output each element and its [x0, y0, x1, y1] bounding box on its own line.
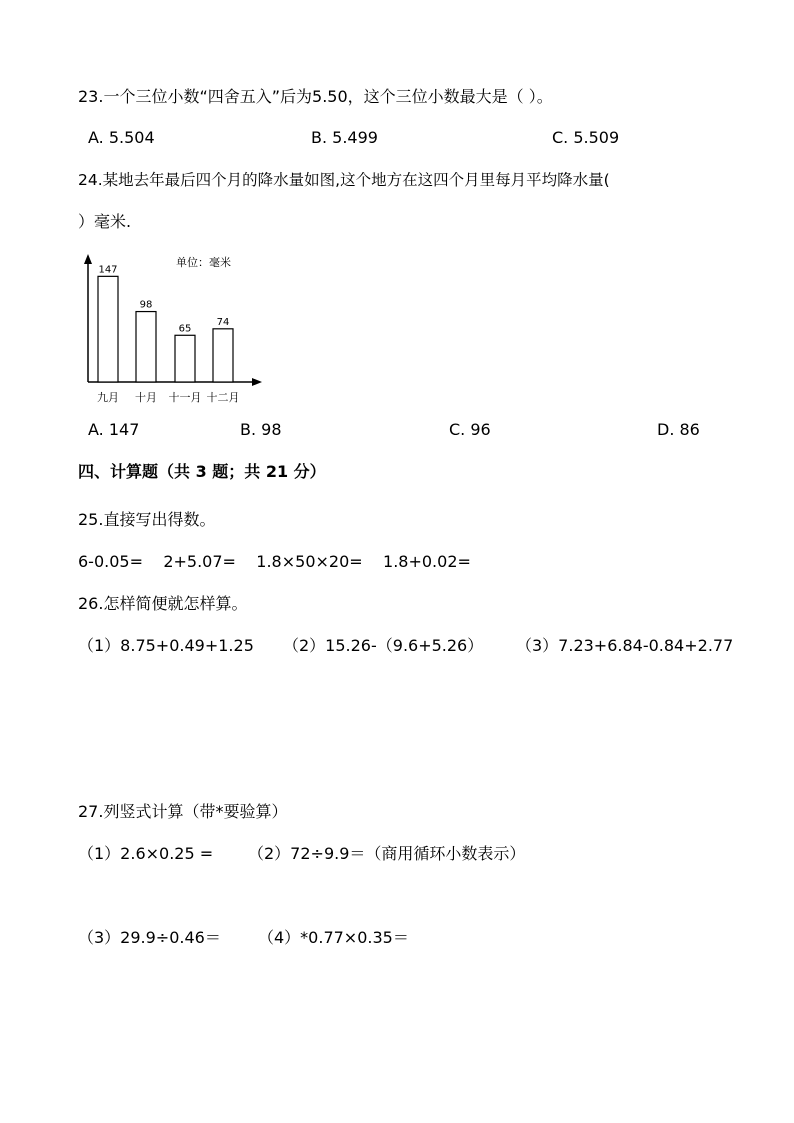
- y-axis-arrow: [84, 254, 92, 264]
- q27-item-3: （3）29.9÷0.46＝: [78, 928, 221, 947]
- unit-label: 单位：毫米: [176, 256, 231, 269]
- q27-item-2: （2）72÷9.9＝（商用循环小数表示）: [248, 844, 526, 863]
- q24-stem-line1: 24.某地去年最后四个月的降水量如图,这个地方在这四个月里每月平均降水量(: [78, 171, 610, 189]
- bar-value-label-1: 147: [98, 264, 118, 276]
- q27-item-1: （1）2.6×0.25 =: [78, 844, 214, 863]
- q23-stem: 23.一个三位小数“四舍五入”后为5.50，这个三位小数最大是（ ）。: [78, 87, 553, 106]
- q24-option-a: A. 147: [88, 420, 140, 439]
- category-label-3: 十一月: [168, 391, 202, 404]
- category-label-1: 九月: [97, 391, 119, 404]
- q26-stem: 26.怎样简便就怎样算。: [78, 594, 248, 613]
- q27-item-4: （4）*0.77×0.35＝: [258, 928, 409, 947]
- q25-stem: 25.直接写出得数。: [78, 510, 216, 529]
- bar-2: [136, 312, 156, 382]
- q23-option-c: C. 5.509: [552, 128, 620, 147]
- q25-expressions: 6-0.05= 2+5.07= 1.8×50×20= 1.8+0.02=: [78, 552, 471, 571]
- category-label-4: 十二月: [206, 391, 240, 404]
- q24-option-b: B. 98: [240, 420, 282, 439]
- q23-option-b: B. 5.499: [311, 128, 378, 147]
- q27-stem: 27.列竖式计算（带*要验算）: [78, 802, 288, 821]
- bar-value-label-3: 65: [178, 323, 192, 335]
- x-axis-arrow: [252, 378, 262, 386]
- q23-option-a: A. 5.504: [88, 128, 155, 147]
- q24-stem-line2: ）毫米.: [78, 212, 132, 231]
- bar-4: [213, 329, 233, 382]
- bar-1: [98, 276, 118, 382]
- bar-value-label-4: 74: [216, 316, 230, 328]
- q26-item-2: （2）15.26-（9.6+5.26）: [283, 636, 484, 655]
- q24-option-d: D. 86: [657, 420, 700, 439]
- q26-item-3: （3）7.23+6.84-0.84+2.77: [516, 636, 734, 655]
- q24-option-c: C. 96: [449, 420, 491, 439]
- q26-item-1: （1）8.75+0.49+1.25: [78, 636, 254, 655]
- bar-value-label-2: 98: [139, 299, 153, 311]
- section-4-title: 四、计算题（共 3 题；共 21 分）: [78, 462, 326, 481]
- rainfall-bar-chart: [78, 250, 278, 410]
- bar-3: [175, 335, 195, 382]
- category-label-2: 十月: [135, 391, 157, 404]
